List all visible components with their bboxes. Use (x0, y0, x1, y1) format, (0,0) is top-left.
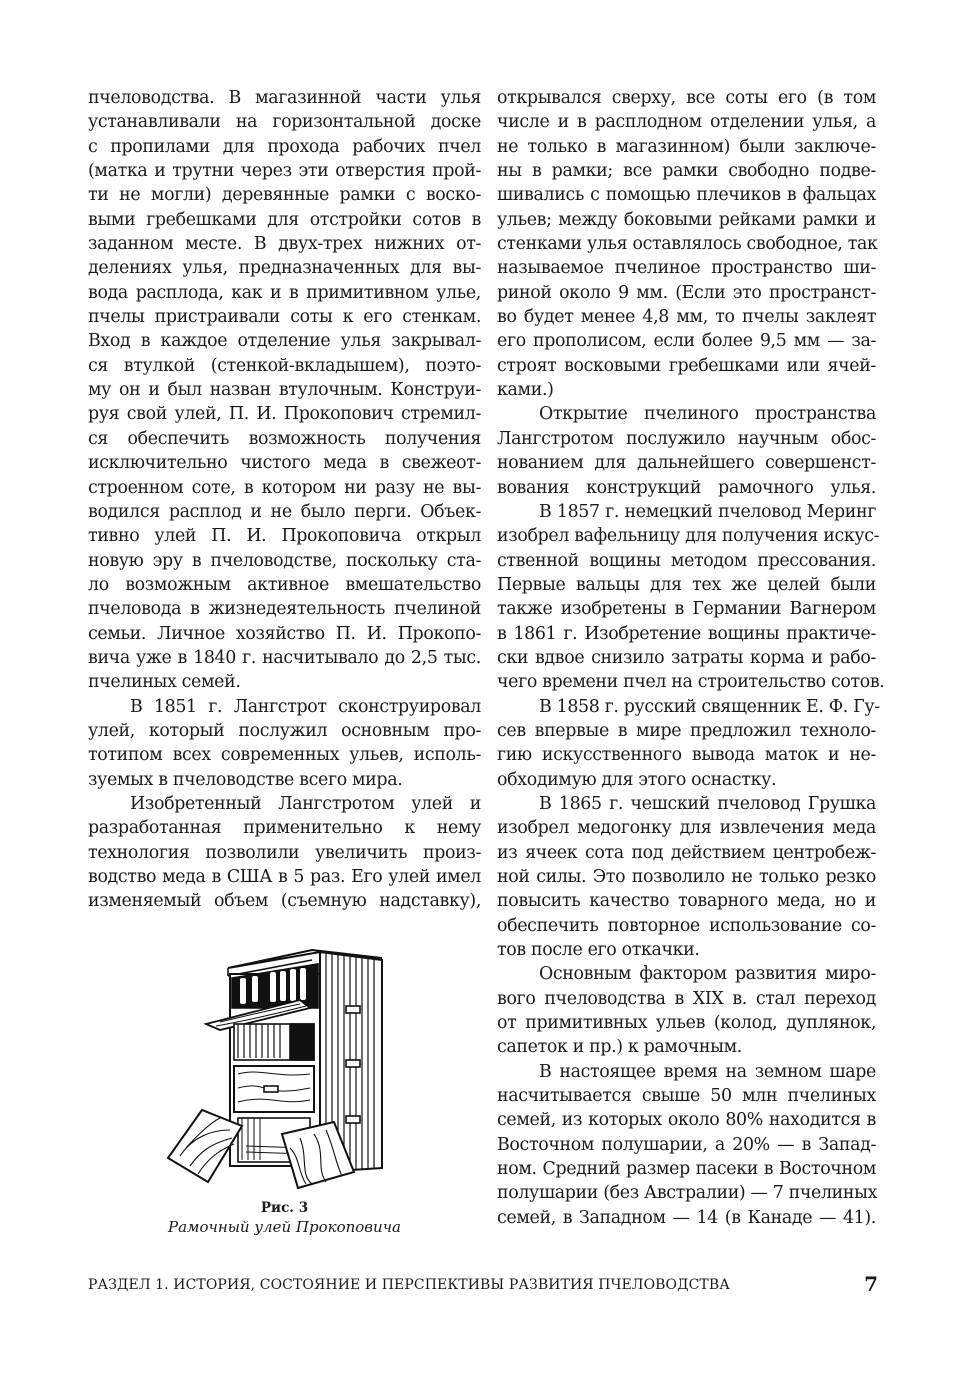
left-text-column (88, 86, 481, 914)
text-line: сев впервые в мире предложил техноло- (497, 720, 876, 741)
text-line: Первые вальцы для тех же целей были (497, 574, 876, 595)
text-line: обеспечить повторное использование со- (497, 915, 876, 936)
page-number: 7 (864, 1272, 878, 1296)
text-line: технология позволили увеличить произ- (88, 842, 481, 863)
text-line: пчеловодства. В магазинной части улья (88, 88, 481, 108)
text-line: ся обеспечить возможность получения (88, 428, 481, 449)
text-line: делениях улья, предназначенных для вы- (88, 258, 481, 279)
text-line: ной силы. Это позволило не только резко (497, 867, 876, 887)
text-line: пчеловода в жизнедеятельность пчелиной (88, 599, 481, 620)
text-line: из ячеек сота под действием центробеж- (497, 842, 876, 863)
text-line: ками.) (497, 380, 554, 401)
text-line: изобрел медогонку для извлечения меда (497, 818, 876, 839)
text-line: в 1861 г. Изобретение вощины практиче- (497, 623, 876, 644)
text-line: семьи. Личное хозяйство П. И. Прокопо- (88, 623, 481, 644)
text-line: полушарии (без Австралии) — 7 пчелиных (497, 1183, 878, 1204)
text-line: выми гребешками для отстройки сотов в (88, 209, 481, 230)
text-line: его прополисом, если более 9,5 мм — за- (497, 331, 876, 352)
text-line: исключительно чистого меда в свежеот- (88, 453, 481, 474)
text-line: ульев; между боковыми рейками рамки и (497, 209, 876, 230)
text-line: ны в рамки; все рамки свободно подве- (497, 161, 876, 182)
text-line: вича уже в 1840 г. насчитывало до 2,5 тыс. (88, 647, 481, 668)
text-line: строят восковыми гребешками или ячей- (497, 355, 876, 376)
text-line: изобрел вафельницу для получения искус- (497, 526, 880, 547)
running-head: РАЗДЕЛ 1. ИСТОРИЯ, СОСТОЯНИЕ И ПЕРСПЕКТИВЫ РАЗВИТИЯ ПЧЕЛОВОДСТВА (88, 1277, 730, 1293)
text-line: ски вдвое снизило затраты корма и рабо- (497, 647, 876, 668)
text-line: риной около 9 мм. (Если это пространст- (497, 282, 876, 303)
text-line: во будет менее 4,8 мм, то пчелы заклеят (497, 307, 876, 328)
text-line: гию искусственного вывода маток и не- (497, 745, 876, 766)
text-line: стенками улья оставлялось свободное, так (497, 234, 878, 255)
text-line: заданном месте. В двух-трех нижних от- (88, 234, 481, 255)
text-line: ти не могли) деревянные рамки с воско- (88, 185, 481, 206)
text-line: водство меда в США в 5 раз. Его улей имел (88, 867, 481, 887)
text-line: обходимую для этого оснастку. (497, 769, 777, 790)
paragraph-start-line: В 1858 г. русский священник Е. Ф. Гу- (539, 696, 880, 717)
text-line: повысить качество товарного меда, но и (497, 891, 876, 912)
text-line: строенном соте, в котором ни разу не вы- (88, 477, 481, 498)
right-text-column (497, 86, 885, 1230)
text-line: ся втулкой (стенкой-вкладышем), поэто- (88, 355, 481, 376)
text-line: называемое пчелиное пространство ши- (497, 258, 876, 279)
figure-number: Рис. 3 (260, 1200, 309, 1216)
beehive-illustration-icon (150, 938, 430, 1190)
text-line: новую эру в пчеловодстве, поскольку ста- (88, 550, 481, 571)
text-line: с пропилами для прохода рабочих пчел (88, 136, 481, 157)
text-line: улей, который послужил основным про- (88, 720, 481, 741)
text-line: разработанная применительно к нему (88, 818, 481, 839)
paragraph-start-line: В настоящее время на земном шаре (539, 1061, 876, 1082)
text-line: семей, из которых около 80% находится в (497, 1110, 876, 1131)
text-line: устанавливали на горизонтальной доске (88, 112, 481, 133)
text-line: тивно улей П. И. Прокоповича открыл (88, 526, 481, 547)
text-line: Восточном полушарии, а 20% — в Запад- (497, 1134, 876, 1155)
text-line: вого пчеловодства в XIX в. стал переход (497, 988, 876, 1009)
paragraph-start-line: Изобретенный Лангстротом улей и (130, 793, 481, 814)
text-line: тотипом всех современных ульев, исполь- (88, 745, 481, 766)
text-line: насчитывается свыше 50 млн пчелиных (497, 1086, 876, 1107)
text-line: водился расплод и не было перги. Объек- (88, 501, 481, 522)
text-line: от примитивных ульев (колод, дуплянок, (497, 1013, 876, 1034)
text-line: пчелиных семей. (88, 672, 241, 693)
text-line: (матка и трутни через эти отверстия прой- (88, 161, 481, 182)
text-line: вода расплода, как и в примитивном улье, (88, 282, 481, 303)
text-line: изменяемый объем (съемную надставку), (88, 891, 481, 912)
paragraph-start-line: В 1851 г. Лангстрот сконструировал (130, 696, 481, 717)
text-line: пчелы пристраивали соты к его стенкам. (88, 307, 481, 328)
text-line: открывался сверху, все соты его (в том (497, 88, 876, 108)
paragraph-start-line: В 1857 г. немецкий пчеловод Меринг (539, 501, 876, 522)
text-line: ственной вощины методом прессования. (497, 550, 876, 571)
text-line: Вход в каждое отделение улья закрывал- (88, 331, 481, 352)
text-line: также изобретены в Германии Вагнером (497, 599, 876, 620)
text-line: числе и в расплодном отделении улья, а (497, 112, 876, 133)
text-line: шивались с помощью плечиков в фальцах (497, 185, 876, 206)
text-line: семей, в Западном — 14 (в Канаде — 41). (497, 1207, 876, 1228)
paragraph-start-line: Открытие пчелиного пространства (539, 404, 876, 425)
text-line: вования конструкций рамочного улья. (497, 477, 876, 498)
text-line: тов после его откачки. (497, 940, 700, 961)
paragraph-start-line: Основным фактором развития миро- (539, 964, 876, 985)
text-line: ло возможным активное вмешательство (88, 574, 481, 595)
text-line: нованием для дальнейшего совершенст- (497, 453, 876, 474)
paragraph-start-line: В 1865 г. чешский пчеловод Грушка (539, 793, 876, 814)
text-line: сапеток и пр.) к рамочным. (497, 1037, 742, 1058)
text-line: Лангстротом послужило научным обос- (497, 428, 876, 449)
text-line: ном. Средний размер пасеки в Восточном (497, 1159, 876, 1180)
text-line: чего времени пчел на строительство сотов. (497, 672, 885, 693)
text-line: не только в магазинном) были заключе- (497, 136, 876, 157)
text-line: му он и был назван втулочным. Конструи- (88, 380, 481, 401)
text-line: руя свой улей, П. И. Прокопович стремил- (88, 404, 481, 425)
text-line: зуемых в пчеловодстве всего мира. (88, 769, 403, 790)
figure-caption: Рамочный улей Прокоповича (168, 1218, 401, 1236)
